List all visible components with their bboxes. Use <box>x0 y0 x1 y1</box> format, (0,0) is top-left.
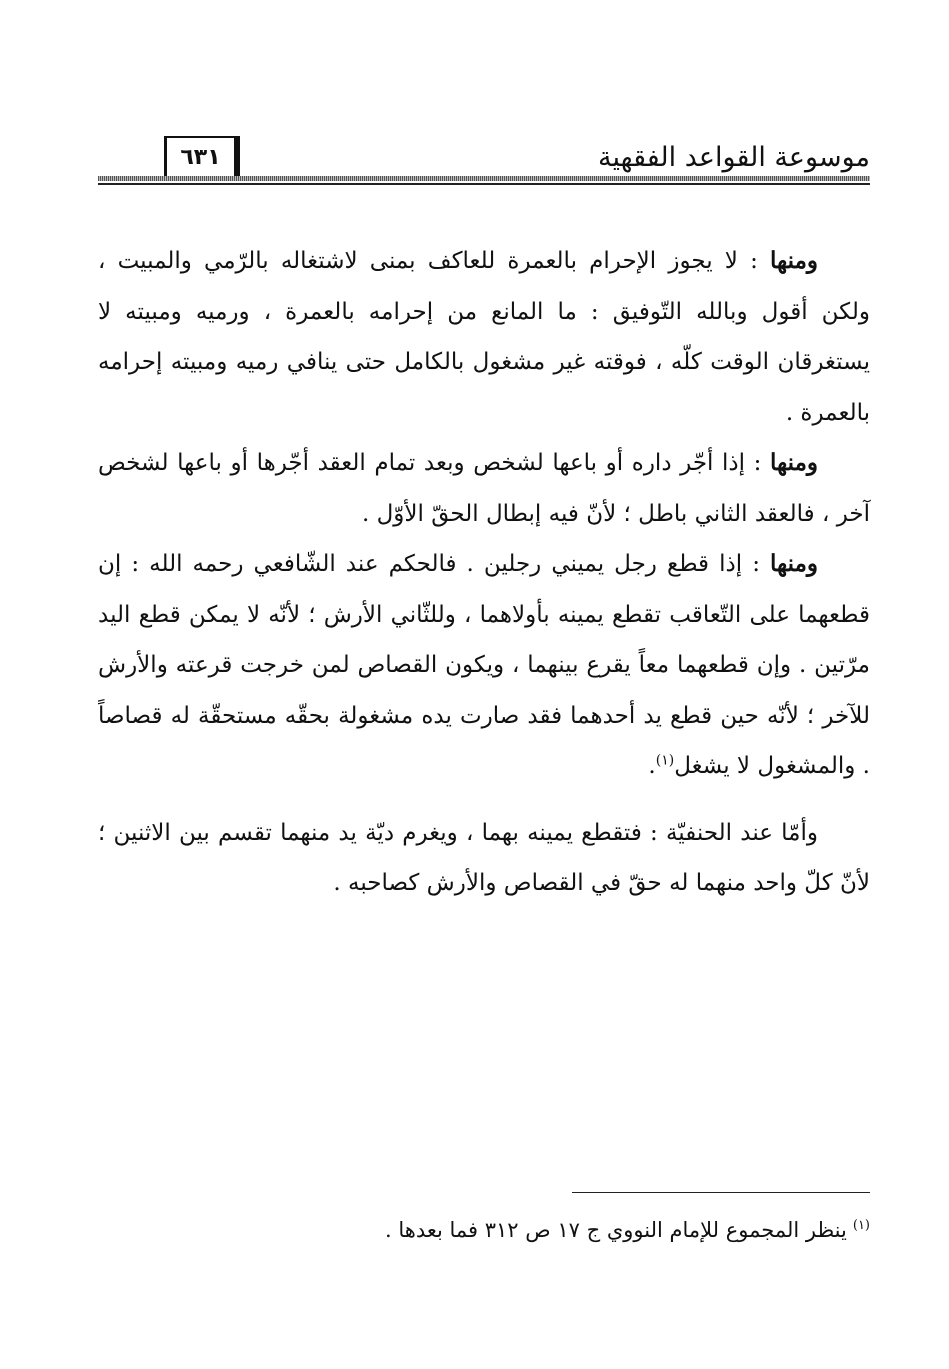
paragraph-end: . <box>648 753 656 779</box>
paragraph-lead: ومنها <box>770 247 818 274</box>
footnote-reference[interactable]: (١) <box>655 752 675 769</box>
page-header <box>98 132 870 188</box>
paragraph-lead: ومنها <box>770 550 818 577</box>
paragraph-text: : لا يجوز الإحرام بالعمرة للعاكف بمنى لاشتغاله بالرّمي والمبيت ، ولكن أقول وبالله التّوفيق : ما المانع من إحرامه بالعمرة ، ورميه ومبيته لا يستغرقان الوقت كلّه ، فوقته غير مشغول بالكامل حتى ينافي رميه ومبيته إحرامه بالعمرة . <box>98 248 870 426</box>
footnote-marker: (١) <box>852 1218 870 1233</box>
paragraph <box>98 539 870 792</box>
paragraph <box>98 236 870 438</box>
running-title: موسوعة القواعد الفقهية <box>598 142 870 173</box>
paragraph-text: : إذا أجّر داره أو باعها لشخص وبعد تمام العقد أجّرها أو باعها لشخص آخر ، فالعقد الثاني باطل ؛ لأنّ فيه إبطال الحقّ الأوّل . <box>98 450 870 527</box>
body-text <box>98 236 870 909</box>
paragraph <box>98 438 870 539</box>
paragraph-text: : إذا قطع رجل يميني رجلين . فالحكم عند الشّافعي رحمه الله : إن قطعهما على التّعاقب تقطع يمينه بأولاهما ، وللثّاني الأرش ؛ لأنّه لا يمكن قطع اليد مرّتين . وإن قطعهما معاً يقرع بينهما ، ويكون القصاص لمن خرجت قرعته والأرش للآخر ؛ لأنّه حين قطع يد أحدهما فقد صارت يده مشغولة بحقّه مستحقّة له قصاصاً . والمشغول لا يشغل <box>98 551 870 779</box>
paragraph-text: وأمّا عند الحنفيّة : فتقطع يمينه بهما ، ويغرم ديّة يد منهما تقسم بين الاثنين ؛ لأنّ كلّ واحد منهما له حقّ في القصاص والأرش كصاحبه . <box>98 819 870 896</box>
footnote-rule <box>572 1192 870 1193</box>
header-rule <box>98 176 870 181</box>
footnote-text: ينظر المجموع للإمام النووي ج ١٧ ص ٣١٢ فما بعدها . <box>385 1218 847 1242</box>
footnote <box>98 1212 870 1248</box>
paragraph <box>98 808 870 909</box>
page-number: ٦٣١ <box>164 136 240 178</box>
header-rule-thin <box>98 183 870 185</box>
paragraph-lead: ومنها <box>770 449 818 476</box>
